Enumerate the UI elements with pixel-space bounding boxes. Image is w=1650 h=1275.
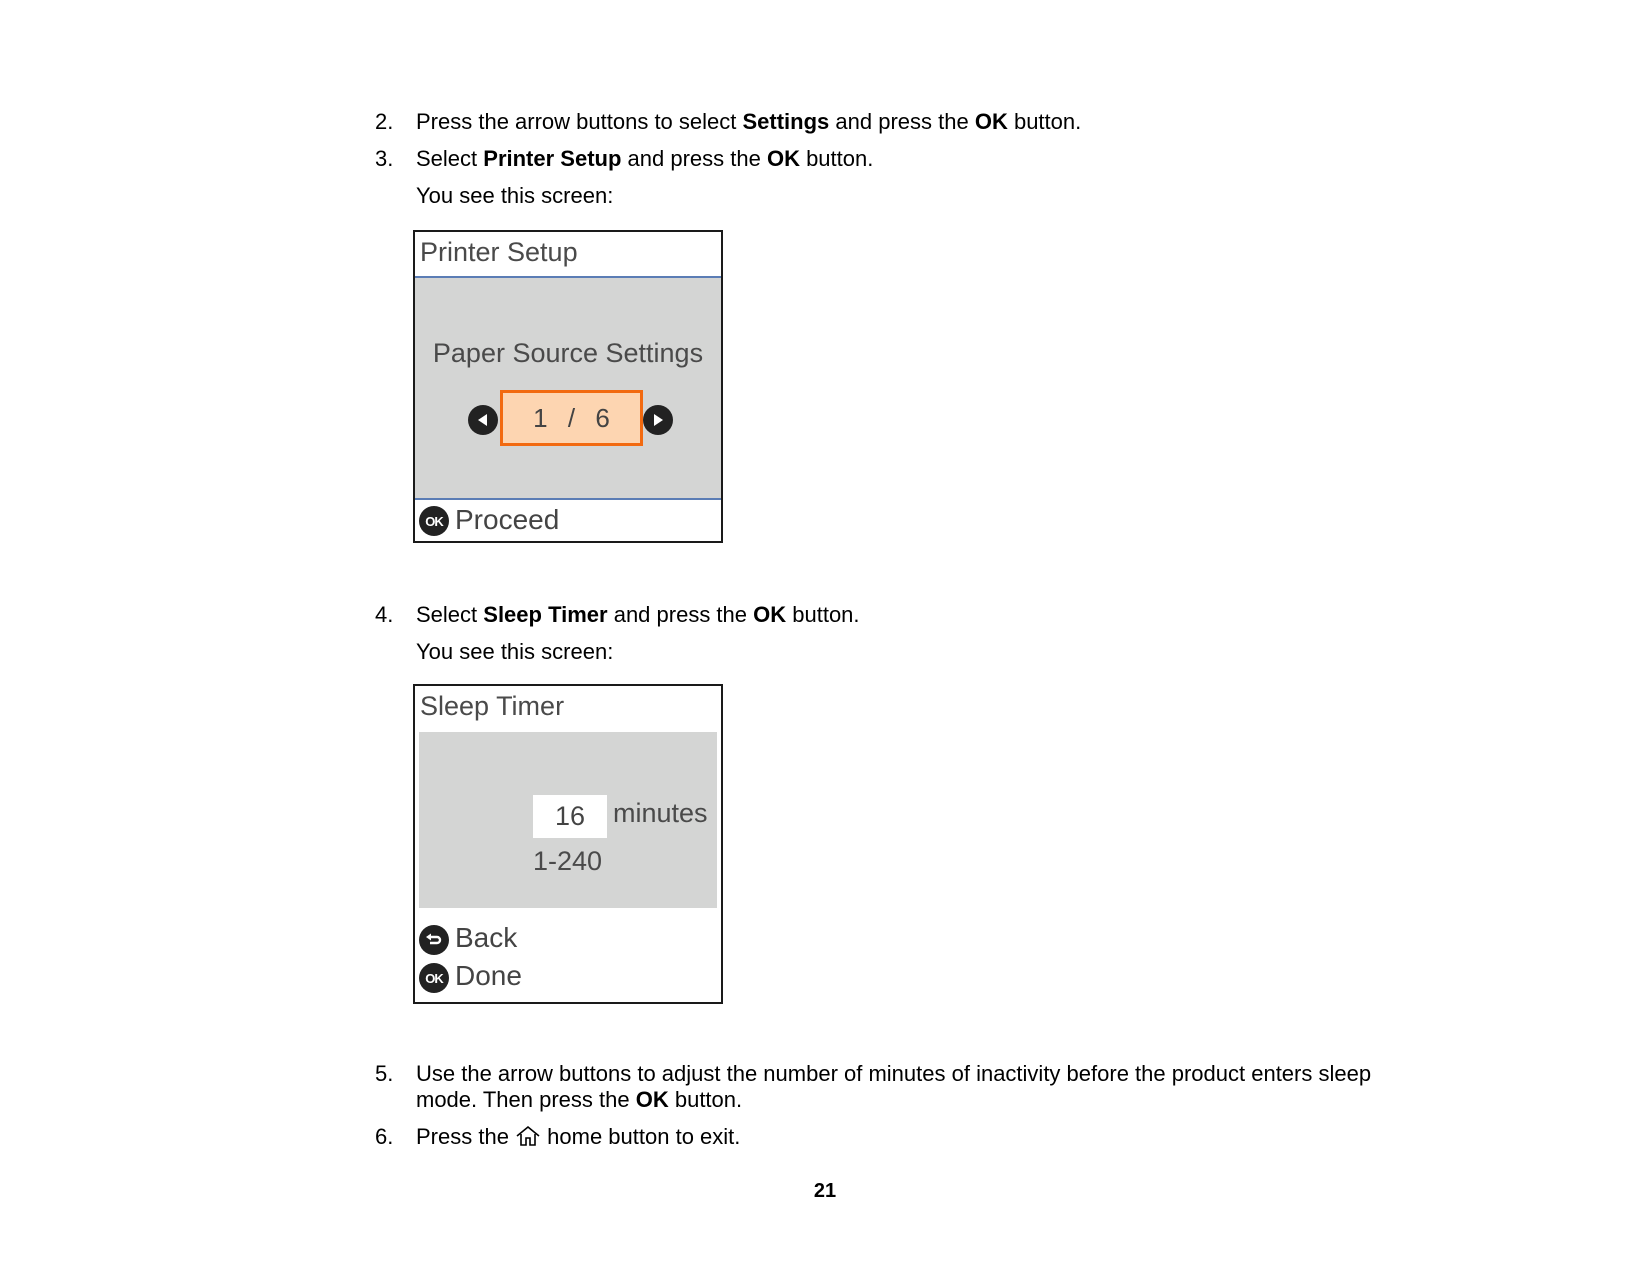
step-text: Press the home button to exit. [416, 1124, 741, 1149]
screen-title: Printer Setup [420, 237, 578, 267]
ok-icon: OK [419, 963, 449, 993]
content-area [415, 278, 721, 498]
minutes-value-field[interactable]: 16 [533, 795, 607, 838]
step-text: Select Sleep Timer and press the OK button. [416, 602, 860, 627]
divider [415, 498, 721, 500]
back-icon [419, 925, 449, 955]
ok-icon: OK [419, 506, 449, 536]
page-indicator [500, 390, 643, 446]
menu-item-label: Paper Source Settings [432, 338, 704, 368]
unit-label: minutes [613, 798, 708, 828]
left-arrow-icon[interactable] [468, 405, 498, 435]
step-number: 3. [375, 146, 394, 171]
page-number: 21 [813, 1180, 837, 1202]
done-label: Done [455, 960, 522, 991]
step-text: Press the arrow buttons to select Settings and press the OK button. [416, 109, 1082, 134]
lcd-screen-sleep-timer [413, 684, 723, 1004]
page-current: 1 [533, 402, 548, 433]
page-total: 6 [595, 402, 610, 433]
step-number: 2. [375, 109, 394, 134]
proceed-label: Proceed [455, 504, 560, 535]
lcd-screen-printer-setup [413, 230, 723, 543]
content-area [419, 732, 717, 908]
step-text-line-1: Use the arrow buttons to adjust the number of minutes of inactivity before the product enters sleep [416, 1061, 1372, 1086]
back-label: Back [455, 922, 518, 953]
step-text-line-2: mode. Then press the OK button. [416, 1087, 743, 1112]
right-arrow-icon[interactable] [643, 405, 673, 435]
page-separator: / [567, 402, 576, 433]
home-icon [515, 1125, 541, 1147]
step-text: Select Printer Setup and press the OK button. [416, 146, 874, 171]
screen-title: Sleep Timer [420, 691, 565, 721]
step-number: 5. [375, 1061, 394, 1086]
step-number: 6. [375, 1124, 394, 1149]
step-number: 4. [375, 602, 394, 627]
range-label: 1-240 [533, 846, 603, 876]
